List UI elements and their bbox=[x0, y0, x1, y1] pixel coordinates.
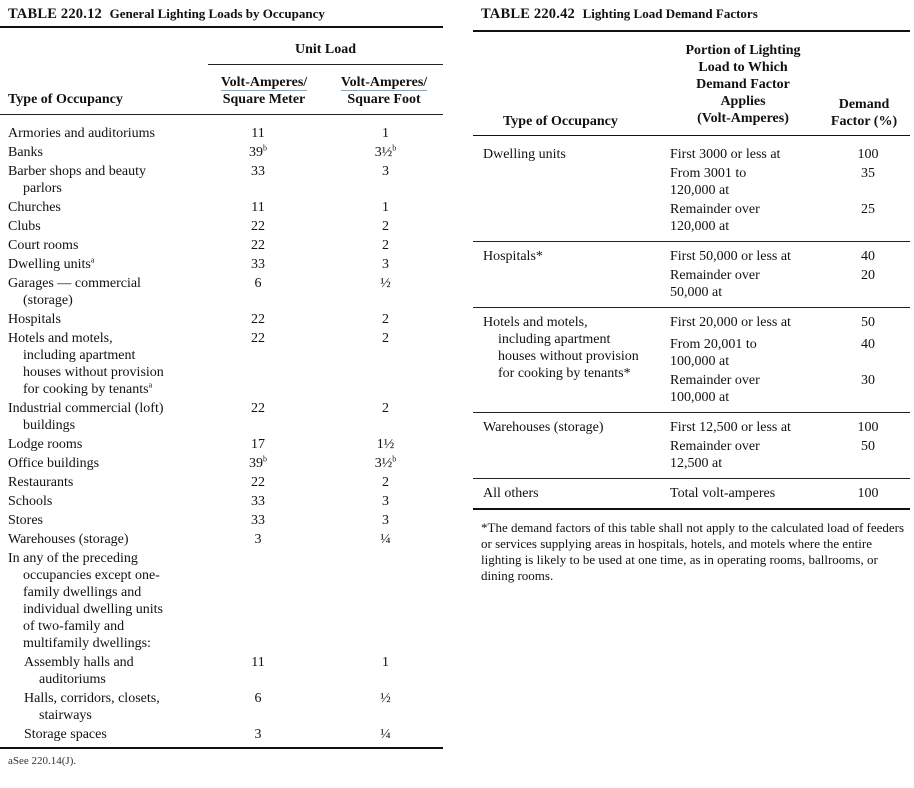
demand-factor-value: 100 bbox=[857, 147, 879, 162]
table-header bbox=[473, 32, 910, 135]
demand-factor-value: 50 bbox=[861, 315, 875, 330]
portion-cell bbox=[668, 146, 818, 163]
demand-factor-value: 40 bbox=[861, 249, 875, 264]
table-row bbox=[0, 690, 443, 724]
portion-line: 100,000 at bbox=[670, 354, 730, 369]
va-sqm-value: 3 bbox=[254, 727, 262, 742]
occupancy-line: Hospitals* bbox=[483, 249, 543, 264]
portion-list bbox=[668, 485, 910, 504]
occupancy-line bbox=[8, 381, 208, 398]
va-sqm-cell bbox=[208, 512, 320, 529]
note-line: of two-family and bbox=[23, 619, 125, 634]
va-sqm-value-footnote-mark: b bbox=[263, 454, 267, 464]
va-sqf-cell bbox=[320, 493, 443, 510]
preceding-occupancies-note bbox=[0, 550, 443, 652]
header-sub-rule bbox=[208, 64, 443, 65]
occupancy-line bbox=[8, 311, 208, 328]
portion-row bbox=[668, 314, 910, 331]
va-sqf-cell bbox=[320, 436, 443, 453]
occupancy-cell bbox=[0, 436, 208, 453]
occupancy-cell bbox=[473, 146, 668, 237]
occupancy-text: for cooking by tenants bbox=[23, 382, 149, 397]
va-sqm-value: 33 bbox=[251, 494, 265, 509]
col-va-sqf bbox=[325, 74, 443, 108]
va-sqf-cell bbox=[320, 199, 443, 216]
occupancy-line bbox=[24, 707, 208, 724]
col-df-line1: Demand bbox=[838, 97, 890, 112]
occupancy-text: Hotels and motels, bbox=[8, 331, 113, 346]
va-sqm-cell bbox=[208, 493, 320, 510]
table-name: General Lighting Loads by Occupancy bbox=[109, 6, 325, 21]
portion-cell bbox=[668, 314, 818, 331]
va-sqm-cell bbox=[208, 311, 320, 328]
occupancy-line: Hotels and motels, bbox=[483, 315, 588, 330]
va-sqm-value: 6 bbox=[254, 691, 262, 706]
va-sqf-cell bbox=[320, 455, 443, 472]
note-line: In any of the preceding bbox=[8, 551, 138, 566]
va-sqf-value: ½ bbox=[380, 276, 391, 291]
demand-factor-value: 30 bbox=[861, 373, 875, 388]
va-sqf-value: ¼ bbox=[380, 727, 391, 742]
portion-line: From 3001 to bbox=[670, 166, 747, 181]
table-row bbox=[0, 436, 443, 453]
occupancy-text: Armories and auditoriums bbox=[8, 126, 155, 141]
va-sqm-value: 22 bbox=[251, 401, 265, 416]
demand-factor-value: 25 bbox=[861, 202, 875, 217]
occupancy-line bbox=[8, 256, 208, 273]
va-sqm-cell bbox=[208, 531, 320, 548]
table-row bbox=[0, 311, 443, 328]
va-sqf-value-footnote-mark: b bbox=[392, 143, 397, 153]
va-sqf-value: 2 bbox=[382, 312, 389, 327]
va-sqf-value: 3 bbox=[382, 257, 389, 272]
va-sqm-value: 11 bbox=[251, 655, 265, 670]
portion-cell bbox=[668, 165, 818, 199]
portion-row bbox=[668, 165, 910, 199]
note-line: occupancies except one- bbox=[23, 568, 160, 583]
occupancy-line bbox=[8, 364, 208, 381]
occupancy-cell bbox=[0, 493, 208, 510]
occupancy-line bbox=[8, 512, 208, 529]
demand-factor-value: 50 bbox=[861, 439, 875, 454]
va-sqf-cell bbox=[320, 218, 443, 235]
occupancy-line: houses without provision bbox=[498, 349, 639, 364]
occupancy-line bbox=[8, 330, 208, 347]
occupancy-text: Dwelling units bbox=[8, 257, 91, 272]
va-sqm-cell bbox=[208, 218, 320, 235]
occupancy-cell bbox=[0, 218, 208, 235]
table-row bbox=[0, 163, 443, 197]
va-sqf-value: ½ bbox=[380, 691, 391, 706]
col-df-line2: Factor (%) bbox=[830, 114, 898, 129]
occupancy-text-footnote-mark: a bbox=[90, 255, 95, 265]
portion-line: 100,000 at bbox=[670, 390, 730, 405]
occupancy-line bbox=[8, 347, 208, 364]
occupancy-text: Restaurants bbox=[8, 475, 74, 490]
col-va-sqm-line2: Square Meter bbox=[222, 92, 306, 107]
va-sqf-cell bbox=[320, 690, 443, 724]
note-line: multifamily dwellings: bbox=[23, 636, 151, 651]
occupancy-cell bbox=[0, 690, 208, 724]
va-sqm-value: 22 bbox=[251, 331, 265, 346]
va-sqf-value-footnote-mark: b bbox=[392, 454, 397, 464]
table-number: TABLE 220.42 bbox=[481, 6, 575, 22]
occupancy-text-footnote-mark: a bbox=[148, 380, 153, 390]
portion-cell bbox=[668, 372, 818, 406]
va-sqf-cell bbox=[320, 256, 443, 273]
va-sqm-value: 33 bbox=[251, 164, 265, 179]
table-row bbox=[0, 726, 443, 743]
demand-factor-value: 100 bbox=[857, 420, 879, 435]
col-portion bbox=[668, 42, 818, 127]
occupancy-text: Storage spaces bbox=[24, 727, 107, 742]
va-sqm-value: 3 bbox=[254, 532, 262, 547]
col-demand-factor bbox=[818, 96, 910, 130]
va-sqf-value: 3 bbox=[382, 494, 389, 509]
va-sqm-cell bbox=[208, 125, 320, 142]
occupancy-cell bbox=[0, 144, 208, 161]
va-sqm-cell bbox=[208, 474, 320, 491]
portion-cell bbox=[668, 336, 818, 370]
portion-row bbox=[668, 267, 910, 301]
portion-line: 12,500 at bbox=[670, 456, 723, 471]
demand-factor-value: 35 bbox=[861, 166, 875, 181]
col-portion-line3: Demand Factor bbox=[696, 77, 790, 92]
occupancy-text: Barber shops and beauty bbox=[8, 164, 147, 179]
portion-row bbox=[668, 146, 910, 163]
demand-factor-value: 20 bbox=[861, 268, 875, 283]
portion-cell bbox=[668, 485, 818, 502]
occupancy-line bbox=[24, 690, 208, 707]
occupancy-text: Hospitals bbox=[8, 312, 61, 327]
occupancy-line bbox=[8, 125, 208, 142]
occupancy-cell bbox=[0, 163, 208, 197]
note-line: individual dwelling units bbox=[23, 602, 163, 617]
occupancy-text: Lodge rooms bbox=[8, 437, 83, 452]
va-sqf-cell bbox=[320, 144, 443, 161]
occupancy-line bbox=[8, 417, 208, 434]
occupancy-group bbox=[473, 479, 910, 508]
portion-cell bbox=[668, 419, 818, 436]
occupancy-cell bbox=[473, 314, 668, 408]
table-row bbox=[0, 275, 443, 309]
occupancy-cell bbox=[0, 512, 208, 529]
occupancy-text: auditoriums bbox=[39, 672, 106, 687]
occupancy-cell bbox=[0, 531, 208, 548]
va-sqm-value: 17 bbox=[251, 437, 265, 452]
occupancy-line bbox=[8, 237, 208, 254]
va-sqf-value: 1 bbox=[382, 655, 389, 670]
col-portion-line2: Load to Which bbox=[698, 60, 788, 75]
va-sqm-value: 33 bbox=[251, 257, 265, 272]
portion-row bbox=[668, 419, 910, 436]
va-sqm-value: 11 bbox=[251, 126, 265, 141]
table-row bbox=[0, 455, 443, 472]
table-220-12 bbox=[0, 0, 443, 770]
va-sqm-cell bbox=[208, 275, 320, 309]
occupancy-group bbox=[473, 308, 910, 413]
occupancy-cell bbox=[0, 256, 208, 273]
occupancy-line bbox=[8, 455, 208, 472]
occupancy-line bbox=[8, 292, 208, 309]
occupancy-text: Stores bbox=[8, 513, 43, 528]
table-row bbox=[0, 218, 443, 235]
va-sqf-cell bbox=[320, 125, 443, 142]
occupancy-line bbox=[8, 493, 208, 510]
table-body bbox=[0, 115, 443, 743]
portion-line: Remainder over bbox=[670, 268, 760, 283]
occupancy-line: Warehouses (storage) bbox=[483, 420, 604, 435]
occupancy-line: Dwelling units bbox=[483, 147, 566, 162]
va-sqf-value: 3 bbox=[382, 164, 389, 179]
portion-cell bbox=[668, 267, 818, 301]
va-sqm-cell bbox=[208, 144, 320, 161]
portion-line: Total volt-amperes bbox=[670, 486, 776, 501]
portion-list bbox=[668, 146, 910, 237]
va-sqm-cell bbox=[208, 654, 320, 688]
occupancy-line: All others bbox=[483, 486, 539, 501]
table-row bbox=[0, 256, 443, 273]
table-row bbox=[0, 125, 443, 142]
portion-cell bbox=[668, 201, 818, 235]
portion-cell bbox=[668, 248, 818, 265]
occupancy-cell bbox=[473, 248, 668, 303]
occupancy-text: parlors bbox=[23, 181, 62, 196]
portion-line: Remainder over bbox=[670, 439, 760, 454]
occupancy-text: Schools bbox=[8, 494, 53, 509]
portion-line: Remainder over bbox=[670, 373, 760, 388]
va-sqf-cell bbox=[320, 654, 443, 688]
va-sqf-value: 2 bbox=[382, 238, 389, 253]
occupancy-line bbox=[8, 436, 208, 453]
footnote-text: *The demand factors of this table shall not apply to the calculated load of feeders or services supplying areas in hospitals, hotels, and motels where the entire lighting is likely to be used at one time, as in operating rooms, ballrooms, or dining rooms. bbox=[481, 520, 905, 583]
va-sqm-cell bbox=[208, 163, 320, 197]
col-portion-line4: Applies bbox=[720, 94, 766, 109]
col-portion-line1: Portion of Lighting bbox=[685, 43, 801, 58]
table-220-42 bbox=[473, 0, 910, 584]
va-sqf-cell bbox=[320, 726, 443, 743]
portion-cell bbox=[668, 438, 818, 472]
occupancy-text: Warehouses (storage) bbox=[8, 532, 129, 547]
va-sqf-value: 3 bbox=[382, 513, 389, 528]
va-sqm-cell bbox=[208, 726, 320, 743]
table-row bbox=[0, 237, 443, 254]
occupancy-cell bbox=[473, 419, 668, 474]
occupancy-line bbox=[8, 180, 208, 197]
table-name: Lighting Load Demand Factors bbox=[582, 6, 758, 21]
va-sqf-cell bbox=[320, 531, 443, 548]
va-sqf-value: ¼ bbox=[380, 532, 391, 547]
occupancy-cell bbox=[473, 485, 668, 504]
portion-line: Remainder over bbox=[670, 202, 760, 217]
occupancy-cell bbox=[0, 726, 208, 743]
table-row bbox=[0, 330, 443, 398]
occupancy-group bbox=[473, 136, 910, 242]
unit-load-header: Unit Load bbox=[294, 42, 357, 57]
occupancy-cell bbox=[0, 400, 208, 434]
va-sqf-cell bbox=[320, 311, 443, 328]
va-sqm-cell bbox=[208, 330, 320, 398]
col-va-sqm-line1: Volt-Amperes/ bbox=[220, 75, 308, 90]
occupancy-cell bbox=[0, 311, 208, 328]
occupancy-text: Assembly halls and bbox=[24, 655, 134, 670]
occupancy-text: Garages — commercial bbox=[8, 276, 141, 291]
portion-list bbox=[668, 314, 910, 408]
va-sqm-value: 22 bbox=[251, 238, 265, 253]
occupancy-text: Halls, corridors, closets, bbox=[24, 691, 160, 706]
occupancy-line: including apartment bbox=[498, 332, 611, 347]
occupancy-cell bbox=[0, 237, 208, 254]
portion-line: First 12,500 or less at bbox=[670, 420, 791, 435]
occupancy-line bbox=[8, 275, 208, 292]
col-va-sqf-line2: Square Foot bbox=[347, 92, 421, 107]
occupancy-text: (storage) bbox=[23, 293, 73, 308]
occupancy-text: including apartment bbox=[23, 348, 136, 363]
va-sqf-cell bbox=[320, 474, 443, 491]
occupancy-line bbox=[8, 163, 208, 180]
va-sqm-value: 22 bbox=[251, 219, 265, 234]
table-row bbox=[0, 474, 443, 491]
occupancy-line bbox=[8, 400, 208, 417]
table-title bbox=[473, 0, 910, 27]
occupancy-text: Office buildings bbox=[8, 456, 100, 471]
occupancy-cell bbox=[0, 275, 208, 309]
va-sqf-value: 1 bbox=[382, 126, 389, 141]
occupancy-text: stairways bbox=[39, 708, 92, 723]
col-type-occupancy: Type of Occupancy bbox=[503, 114, 618, 129]
occupancy-line bbox=[8, 199, 208, 216]
portion-line: From 20,001 to bbox=[670, 337, 757, 352]
occupancy-cell bbox=[0, 455, 208, 472]
occupancy-line: for cooking by tenants* bbox=[498, 366, 631, 381]
va-sqm-value: 6 bbox=[254, 276, 262, 291]
va-sqf-value: 2 bbox=[382, 331, 389, 346]
occupancy-group bbox=[473, 242, 910, 308]
va-sqf-value: 1 bbox=[382, 200, 389, 215]
col-va-sqm bbox=[208, 74, 320, 108]
va-sqf-cell bbox=[320, 400, 443, 434]
portion-list bbox=[668, 248, 910, 303]
va-sqm-value-footnote-mark: b bbox=[263, 143, 267, 153]
occupancy-text: buildings bbox=[23, 418, 76, 433]
occupancy-text: Banks bbox=[8, 145, 43, 160]
table-row bbox=[0, 400, 443, 434]
portion-row bbox=[668, 336, 910, 370]
va-sqm-value: 22 bbox=[251, 475, 265, 490]
portion-row bbox=[668, 201, 910, 235]
va-sqf-value: 1½ bbox=[376, 437, 395, 452]
occupancy-text: Industrial commercial (loft) bbox=[8, 401, 164, 416]
occupancy-text: Court rooms bbox=[8, 238, 79, 253]
occupancy-line bbox=[8, 144, 208, 161]
portion-row bbox=[668, 248, 910, 265]
table-body bbox=[473, 136, 910, 508]
occupancy-line bbox=[8, 531, 208, 548]
va-sqf-cell bbox=[320, 330, 443, 398]
va-sqm-value: 39 bbox=[249, 456, 263, 471]
occupancy-cell bbox=[0, 199, 208, 216]
table-row bbox=[0, 493, 443, 510]
va-sqf-cell bbox=[320, 237, 443, 254]
occupancy-cell bbox=[0, 654, 208, 688]
portion-line: First 20,000 or less at bbox=[670, 315, 791, 330]
va-sqm-cell bbox=[208, 256, 320, 273]
table-row bbox=[0, 531, 443, 548]
va-sqm-value: 33 bbox=[251, 513, 265, 528]
table-number: TABLE 220.12 bbox=[8, 6, 102, 22]
table-header bbox=[0, 28, 443, 114]
table-row bbox=[0, 144, 443, 161]
occupancy-text: Churches bbox=[8, 200, 61, 215]
va-sqf-cell bbox=[320, 275, 443, 309]
portion-row bbox=[668, 372, 910, 406]
va-sqf-value: 2 bbox=[382, 219, 389, 234]
portion-line: 120,000 at bbox=[670, 183, 730, 198]
va-sqf-cell bbox=[320, 512, 443, 529]
va-sqm-cell bbox=[208, 237, 320, 254]
col-portion-line5: (Volt-Amperes) bbox=[697, 111, 789, 126]
occupancy-line bbox=[8, 218, 208, 235]
va-sqm-value: 11 bbox=[251, 200, 265, 215]
demand-factor-value: 100 bbox=[857, 486, 879, 501]
va-sqm-cell bbox=[208, 455, 320, 472]
portion-line: 50,000 at bbox=[670, 285, 723, 300]
table-row bbox=[0, 654, 443, 688]
va-sqf-value: 3½ bbox=[374, 456, 393, 471]
table-row bbox=[0, 512, 443, 529]
occupancy-text: houses without provision bbox=[23, 365, 164, 380]
portion-line: First 50,000 or less at bbox=[670, 249, 791, 264]
va-sqm-cell bbox=[208, 400, 320, 434]
portion-row bbox=[668, 485, 910, 502]
portion-line: First 3000 or less at bbox=[670, 147, 781, 162]
portion-list bbox=[668, 419, 910, 474]
va-sqm-value: 22 bbox=[251, 312, 265, 327]
va-sqm-cell bbox=[208, 690, 320, 724]
va-sqf-value: 2 bbox=[382, 401, 389, 416]
demand-factor-value: 40 bbox=[861, 337, 875, 352]
table-row bbox=[0, 199, 443, 216]
footnote bbox=[473, 510, 909, 584]
va-sqm-value: 39 bbox=[249, 145, 263, 160]
occupancy-cell bbox=[0, 125, 208, 142]
va-sqf-value: 2 bbox=[382, 475, 389, 490]
occupancy-cell bbox=[0, 474, 208, 491]
note-line: family dwellings and bbox=[23, 585, 142, 600]
footnote: aSee 220.14(J). bbox=[8, 755, 77, 767]
occupancy-line bbox=[24, 726, 208, 743]
va-sqm-cell bbox=[208, 436, 320, 453]
occupancy-line bbox=[24, 671, 208, 688]
va-sqf-value: 3½ bbox=[374, 145, 393, 160]
occupancy-line bbox=[24, 654, 208, 671]
occupancy-cell bbox=[0, 330, 208, 398]
portion-row bbox=[668, 438, 910, 472]
occupancy-group bbox=[473, 413, 910, 479]
col-va-sqf-line1: Volt-Amperes/ bbox=[340, 75, 428, 90]
occupancy-line bbox=[8, 474, 208, 491]
va-sqm-cell bbox=[208, 199, 320, 216]
portion-line: 120,000 at bbox=[670, 219, 730, 234]
va-sqf-cell bbox=[320, 163, 443, 197]
occupancy-text: Clubs bbox=[8, 219, 41, 234]
bottom-rule bbox=[0, 747, 443, 749]
col-type-occupancy: Type of Occupancy bbox=[8, 92, 123, 107]
table-title bbox=[0, 0, 443, 26]
